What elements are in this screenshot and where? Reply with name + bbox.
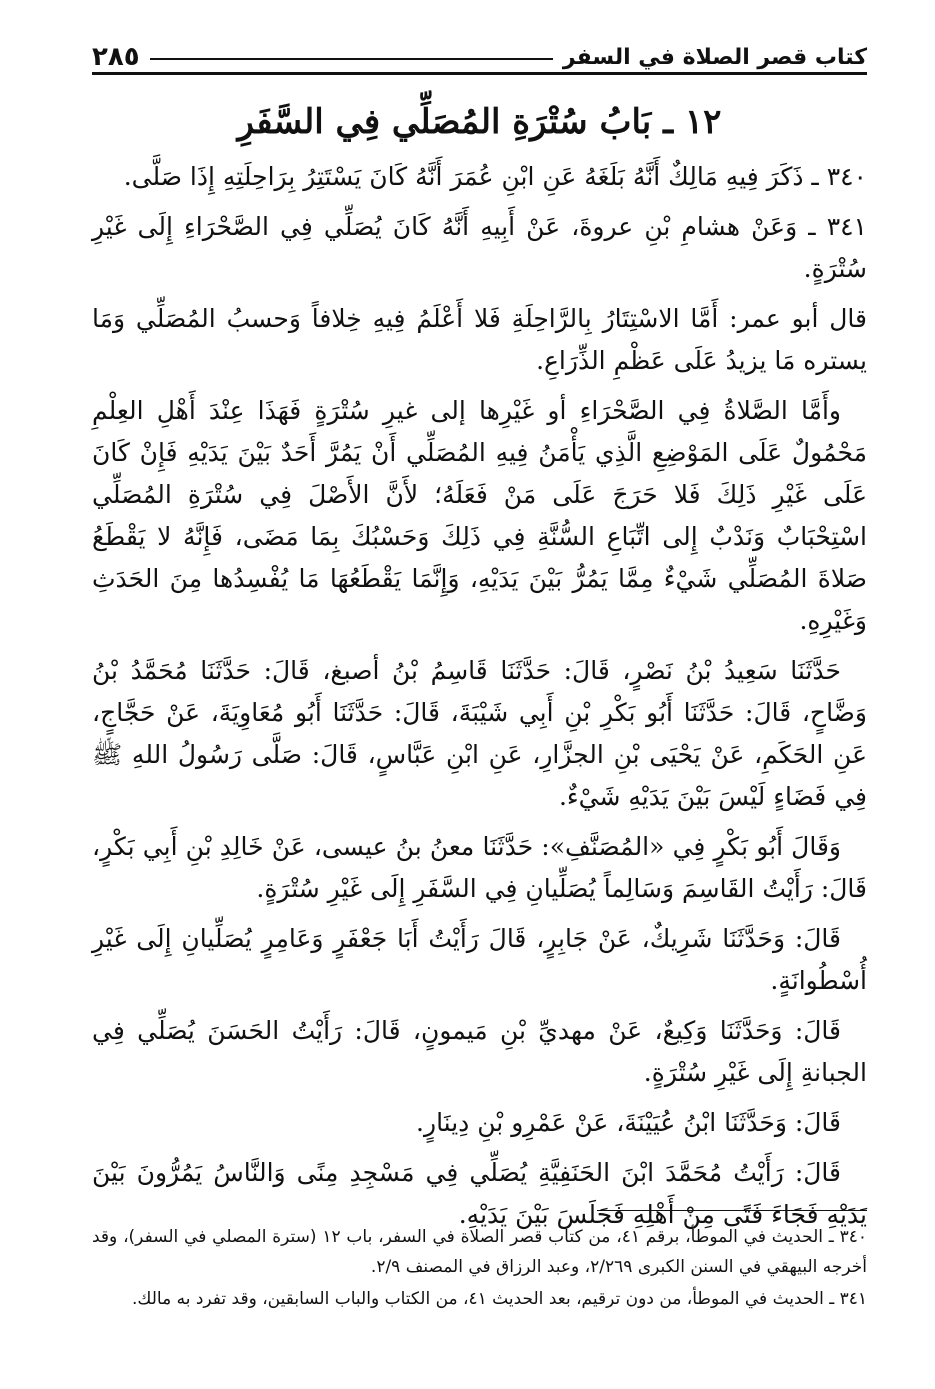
isnad-paragraph: قَالَ: وَحَدَّثَنَا شَرِيكٌ، عَنْ جَابِرٍ، قَالَ رَأَيْتُ أَبَا جَعْفَرٍ وَعَامِرٍ يُصَلِّيانِ إِلَى غَيْرِ أُسْطُوانَةٍ. (92, 924, 867, 995)
header-rule (150, 58, 553, 60)
chapter-title: ١٢ ـ بَابُ سُتْرَةِ المُصَلِّي فِي السَّفَرِ (237, 102, 722, 142)
running-header (92, 30, 867, 74)
isnad-paragraph: قَالَ: وَحَدَّثَنَا وَكِيعٌ، عَنْ مهديِّ بْنِ مَيمونٍ، قَالَ: رَأَيْتُ الحَسَنَ يُصَلِّي فِي الجبانةِ إِلَى غَيْرِ سُتْرَةٍ. (92, 1016, 867, 1087)
footnote-341: ٣٤١ ـ الحديث في الموطأ، من دون ترقيم، بعد الحديث ٤١، من الكتاب والباب السابقين، وقد تفرد به مالك. (132, 1289, 867, 1309)
running-head-title: كتاب قصر الصلاة في السفر (562, 45, 867, 70)
isnad-paragraph: قَالَ: وَحَدَّثَنَا ابْنُ عُيَيْنَةَ، عَنْ عَمْرِو بْنِ دِينَارٍ. (416, 1108, 841, 1137)
isnad-paragraph: قَالَ: رَأَيْتُ مُحَمَّدَ ابْنَ الحَنَفِيَّةِ يُصَلِّي فِي مَسْجِدِ مِنًى وَالنَّاسُ يَمُرُّونَ بَيْنَ يَدَيْهِ فَجَاءَ فَتًى مِنْ أَهْلِهِ فَجَلَسَ بَيْنَ يَدَيْهِ. (92, 1158, 867, 1229)
header-underline (92, 72, 867, 75)
hadith-341: ٣٤١ ـ وَعَنْ هشامِ بْنِ عروةَ، عَنْ أَبِيهِ أَنَّهُ كَانَ يُصَلِّي فِي الصَّحْرَاءِ إِلَى غَيْرِ سُتْرَةٍ. (92, 212, 867, 283)
commentary-paragraph: وأَمَّا الصَّلاةُ فِي الصَّحْرَاءِ أو غَيْرِها إلى غيرِ سُتْرَةٍ فَهَذَا عِنْدَ أَهْلِ العِلْمِ مَحْمُولٌ عَلَى المَوْضِعِ الَّذِي يَأْمَنُ فِيهِ المُصَلِّي أَنْ يَمُرَّ أَحَدٌ بَيْنَ يَدَيْهِ فَإِنْ كَانَ عَلَى غَيْرِ ذَلِكَ فَلا حَرَجَ عَلَى مَنْ فَعَلَهُ؛ لأَنَّ الأَصْلَ فِي سُتْرَةِ المُصَلِّي اسْتِحْبَابٌ وَنَدْبٌ إِلى اتِّبَاعِ السُّنَّةِ فِي ذَلِكَ وَحَسْبُكَ بِمَا مَضَى، فَإِنَّهُ لا يَقْطَعُ صَلاةَ المُصَلِّي شَيْءٌ مِمَّا يَمُرُّ بَيْنَ يَدَيْهِ، وَإِنَّمَا يَقْطَعُهَا مَا يُفْسِدُها مِنَ الحَدَثِ وَغَيْرِهِ. (92, 396, 867, 635)
footnote-separator (597, 1210, 867, 1211)
main-text (92, 100, 867, 1244)
isnad-paragraph: وَقَالَ أَبُو بَكْرٍ فِي «المُصَنَّفِ»: حَدَّثَنَا معنُ بنُ عيسى، عَنْ خَالِدِ بْنِ أَبِي بَكْرٍ، قَالَ: رَأَيْتُ القَاسِمَ وَسَالِماً يُصَلِّيانِ فِي السَّفَرِ إِلَى غَيْرِ سُتْرَةٍ. (92, 832, 867, 903)
footnotes (92, 1222, 867, 1316)
commentary-paragraph: قال أبو عمر: أَمَّا الاسْتِتَارُ بِالرَّاحِلَةِ فَلا أَعْلَمُ فِيهِ خِلافاً وَحسبُ المُصَلِّي وَمَا يستره مَا يزيدُ عَلَى عَظْمِ الذِّرَاعِ. (92, 304, 867, 375)
page-number: ٢٨٥ (92, 42, 140, 72)
footnote-340: ٣٤٠ ـ الحديث في الموطأ، برقم ٤١، من كتاب قصر الصلاة في السفر، باب ١٢ (سترة المصلي في السفر)، وقد أخرجه البيهقي في السنن الكبرى ٢/٢٦٩، وعبد الرزاق في المصنف ٢/٩. (92, 1227, 867, 1277)
hadith-340: ٣٤٠ ـ ذَكَرَ فِيهِ مَالِكٌ أَنَّهُ بَلَغَهُ عَنِ ابْنِ عُمَرَ أَنَّهُ كَانَ يَسْتَتِرُ بِرَاحِلَتِهِ إِذَا صَلَّى. (123, 162, 867, 191)
isnad-paragraph: حَدَّثَنَا سَعِيدُ بْنُ نَصْرٍ، قَالَ: حَدَّثَنَا قَاسِمُ بْنُ أصبغ، قَالَ: حَدَّثَنَا مُحَمَّدُ بْنُ وَضَّاحٍ، قَالَ: حَدَّثَنَا أَبُو بَكْرِ بْنِ أَبِي شَيْبَةَ، قَالَ: حَدَّثَنَا أَبُو مُعَاوِيَةَ، عَنْ حَجَّاجٍ، عَنِ الحَكَمِ، عَنْ يَحْيَى بْنِ الجزَّارِ، عَنِ ابْنِ عَبَّاسٍ، قَالَ: صَلَّى رَسُولُ اللهِ ﷺ فِي فَضَاءٍ لَيْسَ بَيْنَ يَدَيْهِ شَيْءٌ. (92, 656, 867, 811)
